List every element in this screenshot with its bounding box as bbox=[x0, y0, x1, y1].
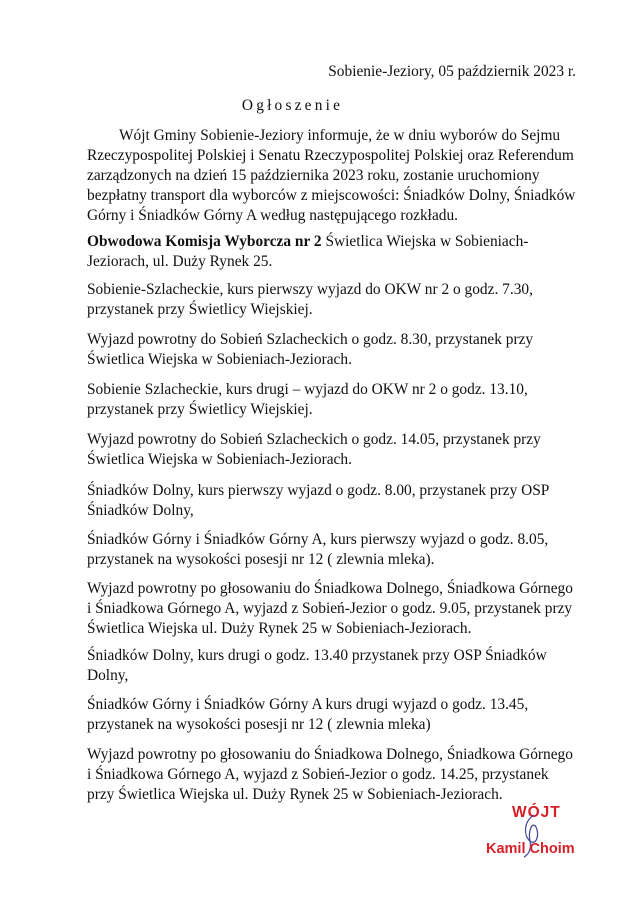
document-title: Ogłoszenie bbox=[241, 97, 344, 114]
schedule-paragraph-1: Sobienie-Szlacheckie, kurs pierwszy wyjazd do OKW nr 2 o godz. 7.30, przystanek przy Świetlicy Wiejskiej. bbox=[87, 281, 533, 318]
schedule-paragraph-6: Śniadków Górny i Śniadków Górny A, kurs pierwszy wyjazd o godz. 8.05, przystanek na wysokości posesji nr 12 ( zlewnia mleka). bbox=[87, 531, 549, 568]
schedule-paragraph-7: Wyjazd powrotny po głosowaniu do Śniadkowa Dolnego, Śniadkowa Górnego i Śniadkowa Górnego A, wyjazd z Sobień-Jezior o godz. 9.05, przystanek przy Świetlica Wiejska ul. Duży Rynek 25 w Sobieniach-Jeziorach. bbox=[87, 580, 573, 637]
signature-name: Kamil Choim bbox=[486, 841, 575, 857]
place-date: Sobienie-Jeziory, 05 październik 2023 r. bbox=[328, 63, 576, 80]
intro-paragraph: Wójt Gminy Sobienie-Jeziory informuje, że w dniu wyborów do Sejmu Rzeczypospolitej Polskiej i Senatu Rzeczypospolitej Polskiej oraz Referendum zarządzonych na dzień 15 października 2023 roku, zostanie uruchomiony bezpłatny transport dla wyborców z miejscowości: Śniadków Dolny, Śniadków Górny i Śniadków Górny A według następującego rozkładu. bbox=[87, 127, 576, 224]
schedule-paragraph-4: Wyjazd powrotny do Sobień Szlacheckich o godz. 14.05, przystanek przy Świetlica Wiejska w Sobieniach-Jeziorach. bbox=[87, 431, 541, 468]
commission-address: Świetlica Wiejska w Sobieniach-Jeziorach, ul. Duży Rynek 25. bbox=[87, 233, 529, 270]
commission-paragraph bbox=[87, 232, 577, 272]
schedule-paragraph-5: Śniadków Dolny, kurs pierwszy wyjazd o godz. 8.00, przystanek przy OSP Śniadków Dolny, bbox=[87, 482, 549, 519]
commission-name: Obwodowa Komisja Wyborcza nr 2 bbox=[87, 233, 322, 250]
schedule-paragraph-10: Wyjazd powrotny po głosowaniu do Śniadkowa Dolnego, Śniadkowa Górnego i Śniadkowa Górnego A, wyjazd z Sobień-Jezior o godz. 14.25, przystanek przy Świetlica Wiejska ul. Duży Rynek 25 w Sobieniach-Jeziorach. bbox=[87, 746, 573, 803]
schedule-paragraph-2: Wyjazd powrotny do Sobień Szlacheckich o godz. 8.30, przystanek przy Świetlica Wiejska w Sobieniach-Jeziorach. bbox=[87, 331, 534, 368]
schedule-paragraph-9: Śniadków Górny i Śniadków Górny A kurs drugi wyjazd o godz. 13.45, przystanek na wysokości posesji nr 12 ( zlewnia mleka) bbox=[87, 696, 529, 733]
signature-stamp bbox=[480, 803, 590, 873]
schedule-paragraph-8: Śniadków Dolny, kurs drugi o godz. 13.40 przystanek przy OSP Śniadków Dolny, bbox=[87, 647, 547, 684]
signature-title: WÓJT bbox=[512, 804, 561, 821]
schedule-paragraph-3: Sobienie Szlacheckie, kurs drugi – wyjazd do OKW nr 2 o godz. 13.10, przystanek przy Świetlicy Wiejskiej. bbox=[87, 381, 528, 418]
